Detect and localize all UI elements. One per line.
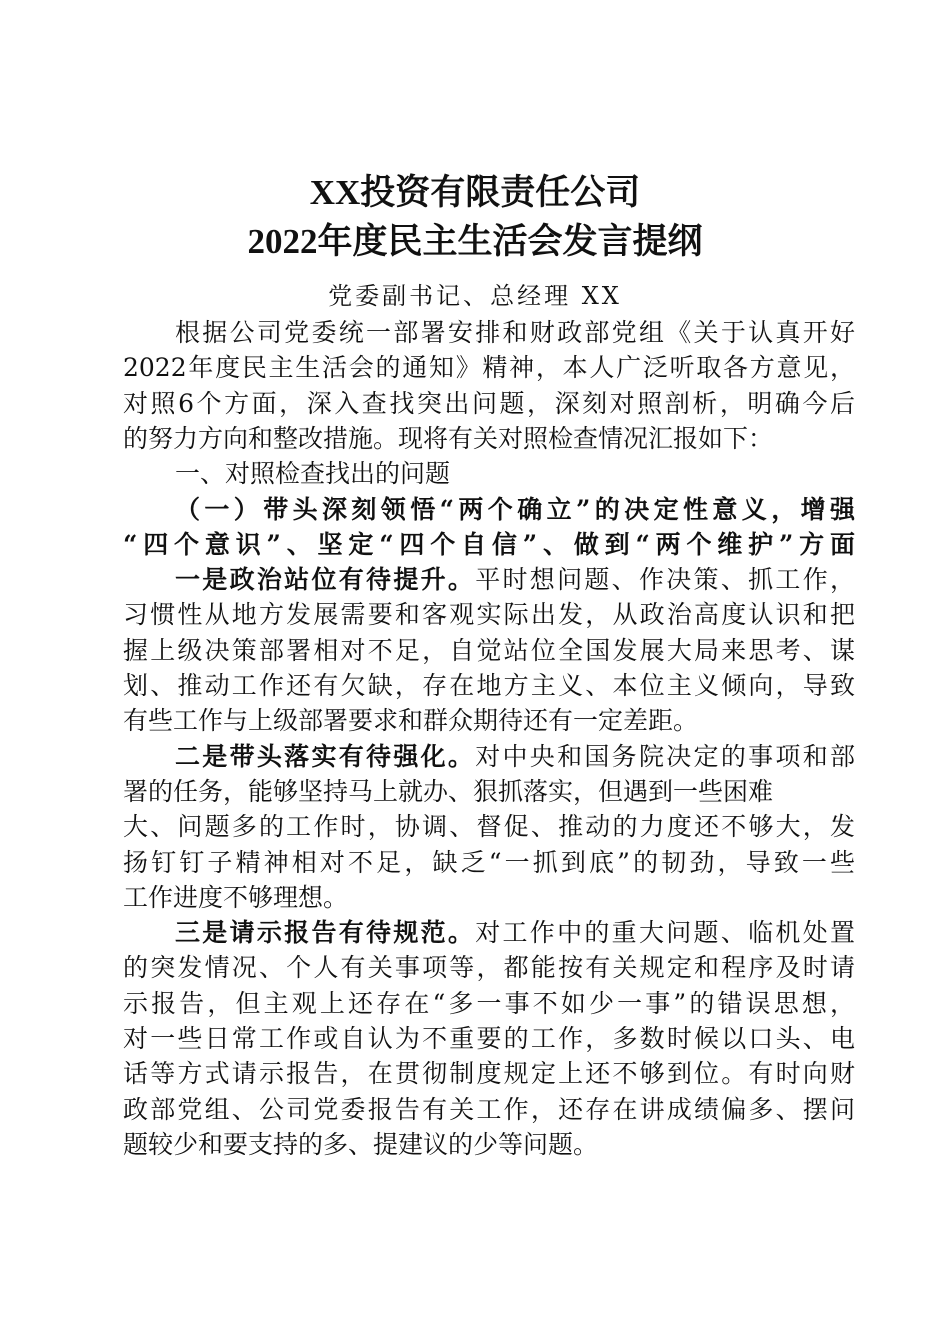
bold-heading-text: 二是带头落实有待强化。 [175, 741, 476, 771]
text-line [175, 562, 855, 597]
bold-heading-text: 一是政治站位有待提升。 [175, 565, 476, 595]
text-line [123, 597, 855, 632]
bold-heading-text: “四个意识”、坚定“四个自信”、做到“两个维护”方面 [123, 529, 855, 559]
body-text: 一、对照检查找出的问题 [175, 459, 451, 489]
body-text: 对一些日常工作或自认为不重要的工作，多数时候以口头、电 [123, 1024, 855, 1053]
text-line [123, 633, 855, 668]
text-line [123, 350, 855, 385]
body-text: 的突发情况、个人有关事项等，都能按有关规定和程序及时请 [123, 953, 855, 983]
text-line [123, 386, 855, 421]
body-text: 平时想问题、作决策、抓工作， [475, 565, 855, 595]
text-line [123, 1021, 855, 1056]
text-line [123, 527, 855, 562]
text-line [123, 950, 855, 985]
text-line [123, 774, 855, 809]
text-line [123, 668, 855, 703]
body-text: 扬钉钉子精神相对不足，缺乏“一抓到底”的韧劲，导致一些 [123, 847, 855, 877]
body-text: 习惯性从地方发展需要和客观实际出发，从政治高度认识和把 [123, 600, 855, 630]
body-text: 握上级决策部署相对不足，自觉站位全国发展大局来思考、谋 [123, 635, 855, 665]
text-line [123, 1056, 855, 1091]
text-line [123, 1127, 855, 1162]
document-title-line-1: XX投资有限责任公司 [309, 173, 641, 212]
body-text: 2022年度民主生活会的通知》精神，本人广泛听取各方意见， [123, 353, 855, 383]
body-text: 的努力方向和整改措施。现将有关对照检查情况汇报如下： [123, 423, 774, 453]
text-line [175, 492, 855, 527]
body-text: 政部党组、公司党委报告有关工作，还存在讲成绩偏多、摆问 [123, 1094, 855, 1124]
body-text: 工作进度不够理想。 [123, 882, 349, 912]
text-line [123, 1092, 855, 1127]
text-line [175, 915, 855, 950]
body-text: 根据公司党委统一部署安排和财政部党组《关于认真开好 [175, 318, 855, 347]
body-text: 有些工作与上级部署要求和群众期待还有一定差距。 [123, 706, 699, 736]
body-text: 对中央和国务院决定的事项和部 [475, 741, 855, 771]
body-text: 对照6个方面，深入查找突出问题，深刻对照剖析，明确今后 [123, 388, 855, 418]
body-text: 题较少和要支持的多、提建议的少等问题。 [123, 1129, 599, 1159]
text-line [123, 809, 855, 844]
body-text: 对工作中的重大问题、临机处置 [475, 918, 855, 948]
body-text: 划、推动工作还有欠缺，存在地方主义、本位主义倾向，导致 [123, 671, 855, 700]
body-text: 话等方式请示报告，在贯彻制度规定上还不够到位。有时向财 [123, 1059, 855, 1089]
document-title-line-2: 2022年度民主生活会发言提纲 [247, 222, 703, 261]
byline: 党委副书记、总经理 XX [328, 282, 622, 310]
text-line [123, 703, 855, 738]
body-text: 署的任务，能够坚持马上就办、狠抓落实，但遇到一些困难 [123, 776, 774, 806]
bold-heading-text: 三是请示报告有待规范。 [175, 918, 476, 948]
text-line [175, 739, 855, 774]
text-line [175, 456, 855, 491]
text-line [123, 421, 855, 456]
body-text: 大、问题多的工作时，协调、督促、推动的力度还不够大，发 [123, 812, 855, 842]
text-line [175, 315, 855, 350]
body-text: 示报告，但主观上还存在“多一事不如少一事”的错误思想， [123, 988, 855, 1018]
text-line [123, 880, 855, 915]
text-line [123, 986, 855, 1021]
bold-heading-text: （一）带头深刻领悟“两个确立”的决定性意义，增强 [175, 494, 855, 524]
text-line [123, 845, 855, 880]
